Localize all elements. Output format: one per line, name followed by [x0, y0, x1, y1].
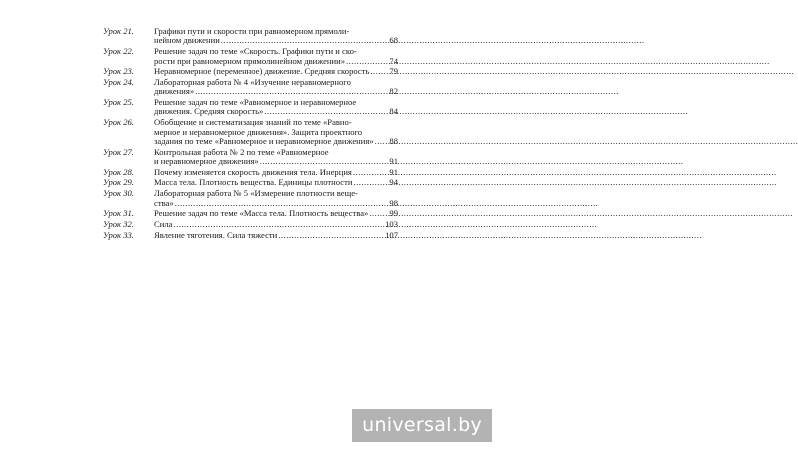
- watermark: universal.by: [352, 409, 492, 442]
- title-line: Неравномерное (переменное) движение. Средняя скорость: [154, 66, 370, 77]
- title-line: нейном движении: [154, 35, 220, 46]
- title-last-line: [154, 220, 398, 229]
- lesson-number: Урок 31.: [103, 208, 134, 219]
- title-last-line: [154, 231, 398, 240]
- toc-entry: [103, 148, 398, 167]
- dot-leader: [173, 220, 384, 229]
- dot-leader: [221, 36, 389, 45]
- dot-leader: [264, 107, 388, 116]
- lesson-number: Урок 30.: [103, 188, 134, 199]
- page-number: 79: [389, 66, 398, 77]
- page-number: 94: [389, 177, 398, 188]
- title-last-line: [154, 137, 398, 146]
- title-line: задания по теме «Равномерное и неравномерное движения»: [154, 135, 374, 146]
- toc-entry: [103, 168, 398, 177]
- lesson-title: [154, 209, 398, 218]
- table-of-contents: [103, 27, 398, 241]
- lesson-title: [154, 178, 398, 187]
- toc-entry: [103, 47, 398, 66]
- page-number: 98: [389, 197, 398, 208]
- lesson-number: Урок 25.: [103, 97, 134, 108]
- dot-leader: [353, 168, 389, 177]
- page-number: 107: [385, 229, 398, 240]
- toc-entry: [103, 118, 398, 146]
- lesson-title: [154, 47, 398, 66]
- lesson-number: Урок 22.: [103, 46, 134, 57]
- toc-entry: [103, 78, 398, 97]
- lesson-number: Урок 21.: [103, 26, 134, 36]
- page-number: 68: [389, 35, 398, 46]
- title-last-line: [154, 199, 398, 208]
- title-last-line: [154, 178, 398, 187]
- title-last-line: [154, 57, 398, 66]
- lesson-number: Урок 27.: [103, 146, 134, 157]
- lesson-number: Урок 23.: [103, 66, 134, 77]
- lesson-number: Урок 29.: [103, 177, 134, 188]
- title-line: Решение задач по теме «Скорость. Графики пути и ско-: [154, 46, 357, 57]
- title-last-line: [154, 168, 398, 177]
- lesson-title: [154, 67, 398, 76]
- title-last-line: [154, 107, 398, 116]
- title-last-line: [154, 209, 398, 218]
- page-number: 91: [389, 156, 398, 167]
- title-line: Решение задач по теме «Равномерное и неравномерное: [154, 97, 357, 108]
- title-line: Сила: [154, 218, 173, 229]
- page-number: 82: [389, 86, 398, 97]
- title-line: Лабораторная работа № 4 «Изучение неравномерного: [154, 76, 351, 87]
- dot-leader: [195, 87, 388, 96]
- title-line: мерное и неравномерное движения». Защита проектного: [154, 126, 363, 137]
- title-line: Почему изменяется скорость движения тела. Инерция: [154, 166, 352, 177]
- lesson-title: [154, 98, 398, 117]
- lesson-title: [154, 231, 398, 240]
- title-last-line: [154, 157, 398, 166]
- toc-entry: [103, 98, 398, 117]
- lesson-number: Урок 28.: [103, 166, 134, 177]
- title-line: Графики пути и скорости при равномерном прямоли-: [154, 26, 350, 36]
- lesson-number: Урок 24.: [103, 76, 134, 87]
- dot-leader: [369, 209, 388, 218]
- dot-leader: [278, 231, 384, 240]
- lesson-title: [154, 27, 398, 46]
- toc-entry: [103, 27, 398, 46]
- toc-entry: [103, 178, 398, 187]
- dot-leader: [370, 67, 388, 76]
- lesson-number: Урок 26.: [103, 117, 134, 128]
- title-line: Контрольная работа № 2 по теме «Равномерное: [154, 146, 329, 157]
- toc-entry: [103, 209, 398, 218]
- title-last-line: [154, 67, 398, 76]
- toc-entry: [103, 231, 398, 240]
- page-number: 74: [389, 55, 398, 66]
- lesson-title: [154, 78, 398, 97]
- page-number: 91: [389, 166, 398, 177]
- page-number: 84: [389, 106, 398, 117]
- title-line: и неравномерное движения»: [154, 156, 259, 167]
- dot-leader: [353, 178, 388, 187]
- title-last-line: [154, 87, 398, 96]
- page-number: 103: [385, 218, 398, 229]
- toc-entry: [103, 67, 398, 76]
- title-last-line: [154, 36, 398, 45]
- title-line: Лабораторная работа № 5 «Измерение плотности веще-: [154, 188, 358, 199]
- page-number: 88: [389, 135, 398, 146]
- lesson-title: [154, 189, 398, 208]
- title-line: ства»: [154, 197, 174, 208]
- title-line: движения»: [154, 86, 195, 97]
- title-line: Решение задач по теме «Масса тела. Плотность вещества»: [154, 208, 369, 219]
- lesson-number: Урок 33.: [103, 229, 134, 240]
- title-line: движения. Средняя скорость»: [154, 106, 264, 117]
- dot-leader: [346, 57, 388, 66]
- lesson-title: [154, 148, 398, 167]
- lesson-title: [154, 220, 398, 229]
- dot-leader: [175, 199, 389, 208]
- title-line: рости при равномерном прямолинейном движении»: [154, 55, 345, 66]
- title-line: Обобщение и систематизация знаний по теме «Равно-: [154, 117, 352, 128]
- toc-entry: [103, 189, 398, 208]
- page-number: 99: [389, 208, 398, 219]
- title-line: Масса тела. Плотность вещества. Единицы плотности: [154, 177, 353, 188]
- title-line: Явление тяготения. Сила тяжести: [154, 229, 278, 240]
- dot-leader: [375, 137, 389, 146]
- lesson-number: Урок 32.: [103, 218, 134, 229]
- toc-entry: [103, 220, 398, 229]
- lesson-title: [154, 168, 398, 177]
- lesson-title: [154, 118, 398, 146]
- dot-leader: [260, 157, 389, 166]
